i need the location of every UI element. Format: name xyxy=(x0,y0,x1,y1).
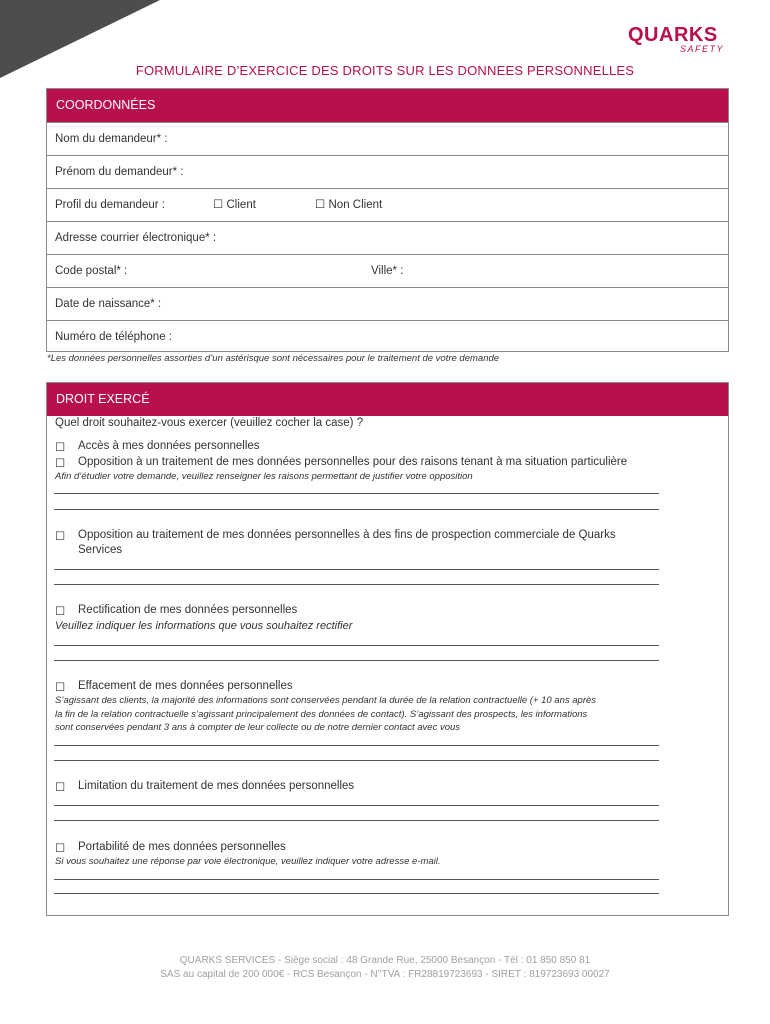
effacement-help-2: la fin de la relation contractuelle s’agissant principalement des données de contact). S’agissant des prospects, les informations xyxy=(55,709,588,720)
opposition-help: Afin d’étudier votre demande, veuillez renseigner les raisons permettant de justifier votre opposition xyxy=(55,471,473,482)
answer-line[interactable] xyxy=(54,745,659,746)
portabilite-help: Si vous souhaitez une réponse par voie électronique, veuillez indiquer votre adresse e-mail. xyxy=(55,856,441,867)
checkbox-acces[interactable]: ☐ xyxy=(55,442,66,454)
email-field[interactable] xyxy=(47,221,728,254)
answer-line[interactable] xyxy=(54,820,659,821)
answer-line[interactable] xyxy=(54,893,659,894)
option-prospection: Opposition au traitement de mes données personnelles à des fins de prospection commerciale de Quarks xyxy=(78,529,616,541)
option-portabilite: Portabilité de mes données personnelles xyxy=(78,841,286,853)
telephone-label: Numéro de téléphone : xyxy=(55,331,172,343)
option-rectification: Rectification de mes données personnelles xyxy=(78,604,298,616)
effacement-help-3: sont conservées pendant 3 ans à compter de leur collecte ou de notre dernier contact avec vous xyxy=(55,722,461,733)
coordonnees-heading: COORDONNÉES xyxy=(47,89,728,122)
logo-sub: SAFETY xyxy=(680,44,725,54)
checkbox-portabilite[interactable]: ☐ xyxy=(55,843,66,855)
answer-line[interactable] xyxy=(54,584,659,585)
answer-line[interactable] xyxy=(54,569,659,570)
required-note: *Les données personnelles assorties d’un astérisque sont nécessaires pour le traitement de votre demande xyxy=(47,353,500,364)
profil-field xyxy=(47,188,728,221)
option-opposition: Opposition à un traitement de mes données personnelles pour des raisons tenant à ma situation particulière xyxy=(78,456,628,468)
effacement-help-1: S’agissant des clients, la majorité des informations sont conservées pendant la durée de la relation contractuelle (+ 10 ans après xyxy=(55,695,597,706)
footer-line-2: SAS au capital de 200 000€ - RCS Besançon - N°TVA : FR28819723693 - SIRET : 819723693 00027 xyxy=(160,969,610,980)
prenom-label: Prénom du demandeur* : xyxy=(55,166,184,178)
non-client-checkbox[interactable]: ☐ Non Client xyxy=(315,199,383,211)
address-field xyxy=(47,254,728,287)
answer-line[interactable] xyxy=(54,509,659,510)
answer-line[interactable] xyxy=(54,879,659,880)
nom-label: Nom du demandeur* : xyxy=(55,133,168,145)
footer-line-1: QUARKS SERVICES - Siège social : 48 Grande Rue, 25000 Besançon - Tél : 01 850 850 81 xyxy=(179,955,591,966)
rectification-help: Veuillez indiquer les informations que vous souhaitez rectifier xyxy=(55,620,353,632)
code-postal-label[interactable]: Code postal* : xyxy=(55,265,128,277)
prenom-field[interactable] xyxy=(47,155,728,188)
naissance-label: Date de naissance* : xyxy=(55,298,162,310)
logo-brand: QUARKS xyxy=(628,24,718,46)
nom-field[interactable] xyxy=(47,122,728,155)
checkbox-opposition[interactable]: ☐ xyxy=(55,458,66,470)
answer-line[interactable] xyxy=(54,760,659,761)
option-effacement: Effacement de mes données personnelles xyxy=(78,680,293,692)
answer-line[interactable] xyxy=(54,805,659,806)
checkbox-rectification[interactable]: ☐ xyxy=(55,606,66,618)
profil-label: Profil du demandeur : xyxy=(55,199,165,211)
quarks-logo xyxy=(628,24,728,54)
client-checkbox[interactable]: ☐ Client xyxy=(213,199,256,211)
droit-heading: DROIT EXERCÉ xyxy=(47,383,728,416)
answer-line[interactable] xyxy=(54,660,659,661)
coordonnees-section xyxy=(46,88,729,352)
checkbox-prospection[interactable]: ☐ xyxy=(55,531,66,543)
checkbox-limitation[interactable]: ☐ xyxy=(55,782,66,794)
option-prospection-cont: Services xyxy=(78,544,123,556)
page-title: FORMULAIRE D’EXERCICE DES DROITS SUR LES DONNEES PERSONNELLES xyxy=(135,63,635,78)
answer-line[interactable] xyxy=(54,645,659,646)
option-acces: Accès à mes données personnelles xyxy=(78,440,260,452)
naissance-field[interactable] xyxy=(47,287,728,320)
checkbox-effacement[interactable]: ☐ xyxy=(55,682,66,694)
email-label: Adresse courrier électronique* : xyxy=(55,232,217,244)
telephone-field[interactable] xyxy=(47,320,728,353)
droit-question: Quel droit souhaitez-vous exercer (veuillez cocher la case) ? xyxy=(55,417,364,429)
ville-label[interactable]: Ville* : xyxy=(371,265,404,277)
option-limitation: Limitation du traitement de mes données personnelles xyxy=(78,780,355,792)
answer-line[interactable] xyxy=(54,493,659,494)
